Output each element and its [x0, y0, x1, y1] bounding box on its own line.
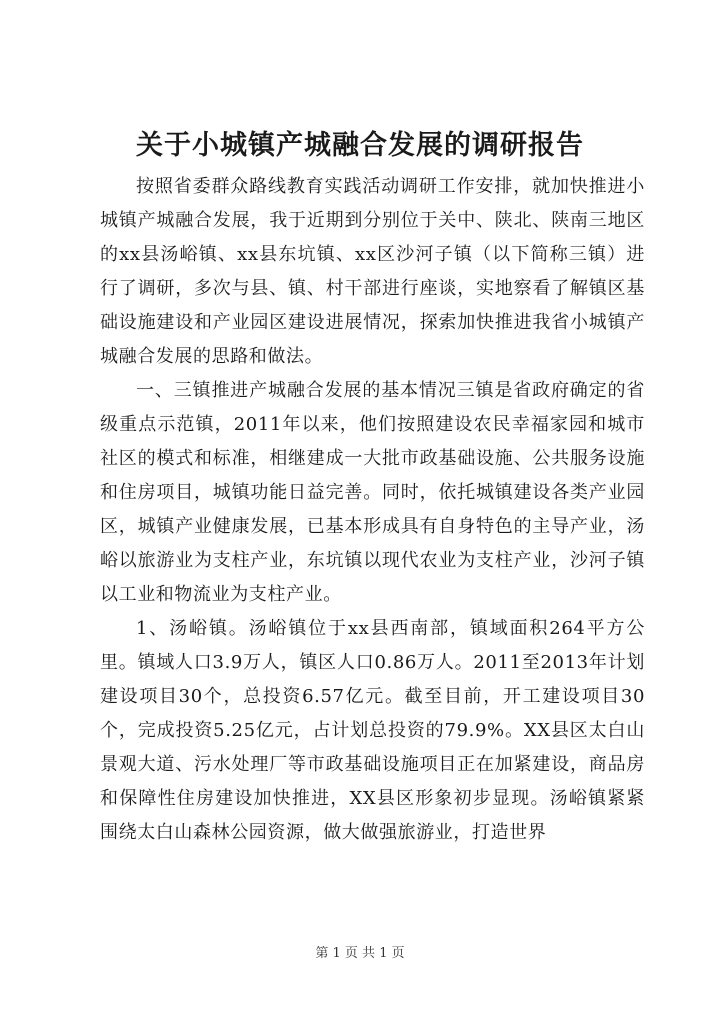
page-footer: 第 1 页 共 1 页 [315, 946, 405, 961]
paragraph-section-one: 一、三镇推进产城融合发展的基本情况三镇是省政府确定的省级重点示范镇，2011年以来，他们按照建设农民幸福家园和城市社区的模式和标准，相继建成一大批市政基础设施、公共服务设施和住房项目，城镇功能日益完善。同时，依托城镇建设各类产业园区，城镇产业健康发展，已基本形成具有自身特色的主导产业，汤峪以旅游业为支柱产业，东坑镇以现代农业为支柱产业，沙河子镇以工业和物流业为支柱产业。 [100, 380, 645, 605]
document-title: 关于小城镇产城融合发展的调研报告 [136, 130, 584, 161]
paragraph-tangyu-town: 1、汤峪镇。汤峪镇位于xx县西南部，镇域面积264平方公里。镇域人口3.9万人，镇区人口0.86万人。2011至2013年计划建设项目30个，总投资6.57亿元。截至目前，开工建设项目30个，完成投资5.25亿元，占计划总投资的79.9%。XX县区太白山景观大道、污水处理厂等市政基础设施项目正在加紧建设，商品房和保障性住房建设加快推进，XX县区形象初步显现。汤峪镇紧紧围绕太白山森林公园资源，做大做强旅游业，打造世界 [100, 618, 645, 843]
paragraph-intro: 按照省委群众路线教育实践活动调研工作安排，就加快推进小城镇产城融合发展，我于近期到分别位于关中、陕北、陕南三地区的xx县汤峪镇、xx县东坑镇、xx区沙河子镇（以下简称三镇）进行了调研，多次与县、镇、村干部进行座谈，实地察看了解镇区基础设施建设和产业园区建设进展情况，探索加快推进我省小城镇产城融合发展的思路和做法。 [100, 176, 645, 367]
document-body [100, 170, 645, 850]
